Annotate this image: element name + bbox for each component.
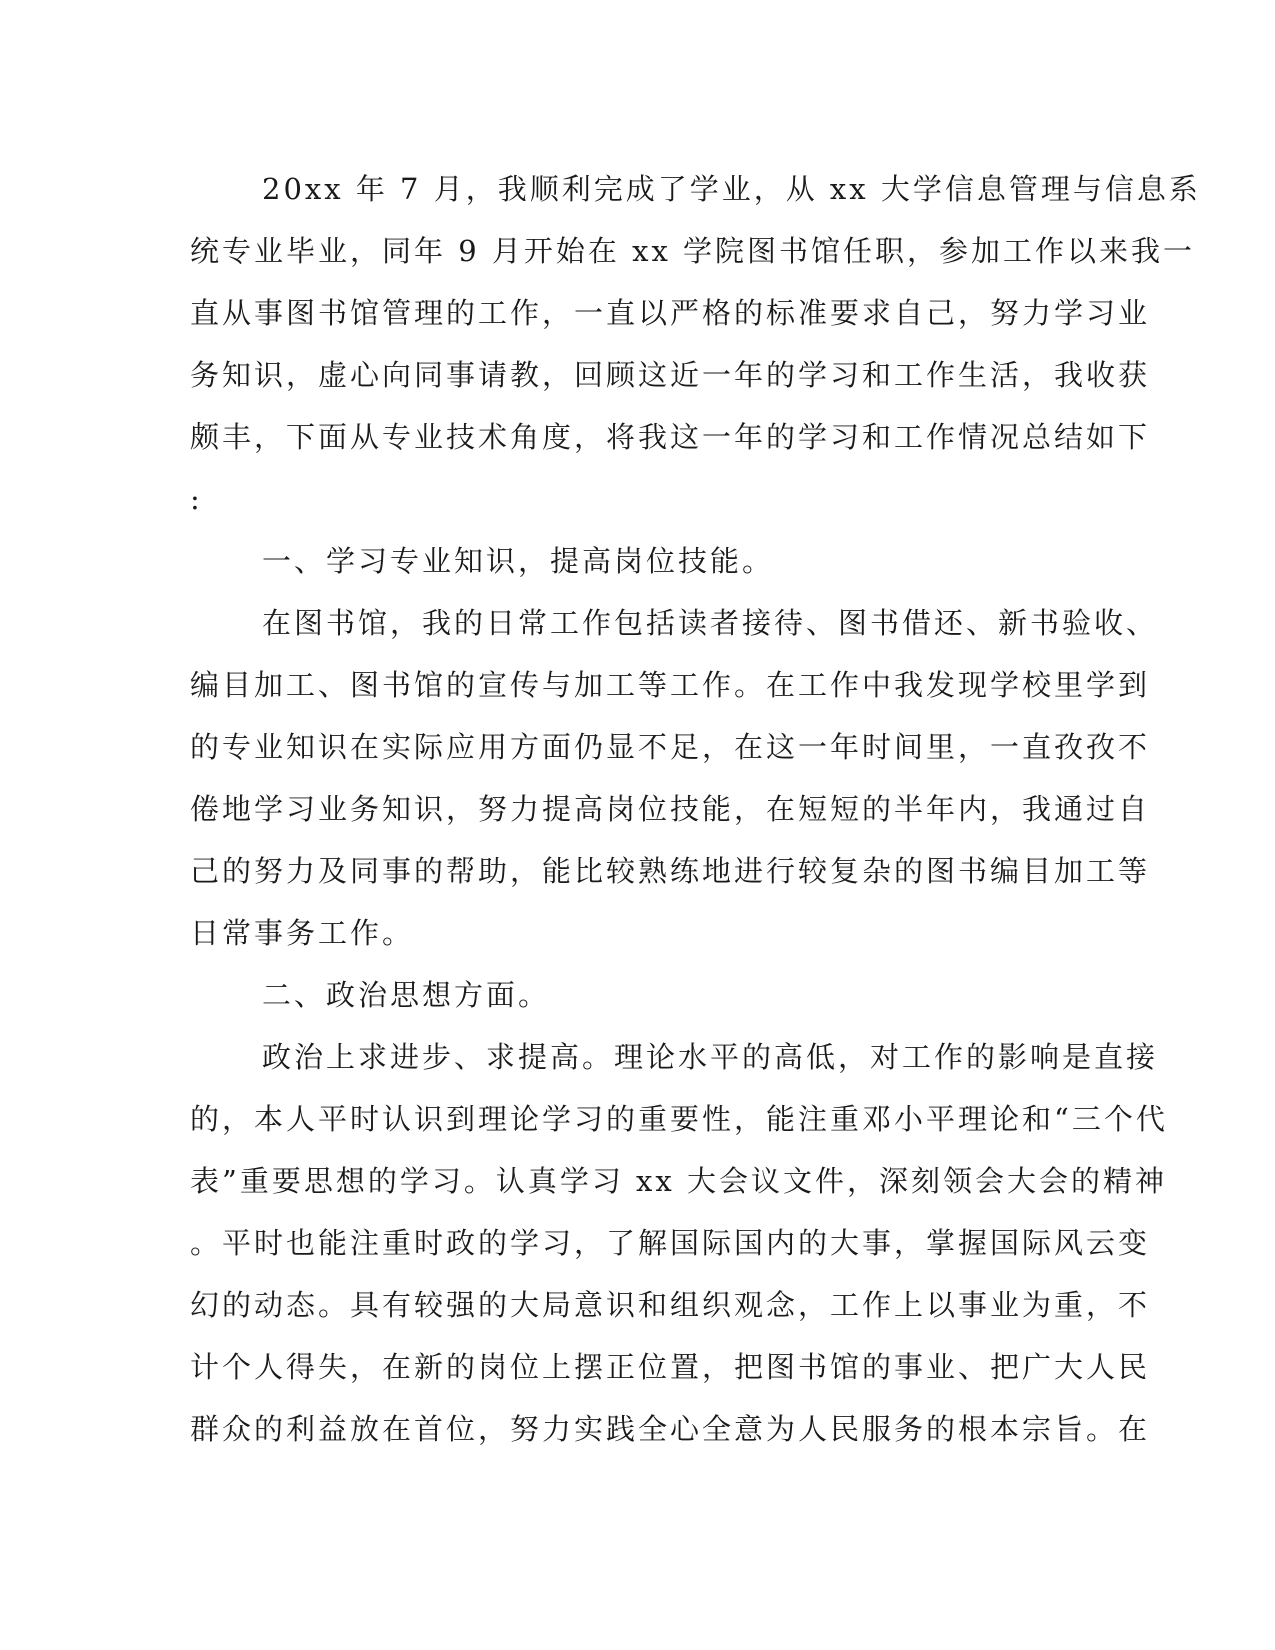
text-line: 的，本人平时认识到理论学习的重要性，能注重邓小平理论和“三个代 [190, 1102, 1168, 1136]
text-line: 表”重要思想的学习。认真学习 xx 大会议文件，深刻领会大会的精神 [190, 1164, 1167, 1198]
text-line: 直从事图书馆管理的工作，一直以严格的标准要求自己，努力学习业 [190, 296, 1151, 330]
text-line: 幻的动态。具有较强的大局意识和组织观念，工作上以事业为重，不 [190, 1288, 1151, 1322]
text-line: : [190, 482, 203, 516]
section-heading-2: 二、政治思想方面。 [262, 978, 551, 1012]
text-line: 己的努力及同事的帮助，能比较熟练地进行较复杂的图书编目加工等 [190, 854, 1151, 888]
text-line: 统专业毕业，同年 9 月开始在 xx 学院图书馆任职，参加工作以来我一 [190, 234, 1196, 268]
text-line: 20xx 年 7 月，我顺利完成了学业，从 xx 大学信息管理与信息系 [262, 172, 1201, 206]
text-line: 的专业知识在实际应用方面仍显不足，在这一年时间里，一直孜孜不 [190, 730, 1151, 764]
text-line: 编目加工、图书馆的宣传与加工等工作。在工作中我发现学校里学到 [190, 668, 1151, 702]
text-line: 务知识，虚心向同事请教，回顾这近一年的学习和工作生活，我收获 [190, 358, 1151, 392]
section-heading-1: 一、学习专业知识，提高岗位技能。 [262, 544, 775, 578]
text-line: 计个人得失，在新的岗位上摆正位置，把图书馆的事业、把广大人民 [190, 1350, 1151, 1384]
text-line: 倦地学习业务知识，努力提高岗位技能，在短短的半年内，我通过自 [190, 792, 1151, 826]
text-line: 颇丰，下面从专业技术角度，将我这一年的学习和工作情况总结如下 [190, 420, 1151, 454]
text-line: 。平时也能注重时政的学习，了解国际国内的大事，掌握国际风云变 [190, 1226, 1151, 1260]
text-line: 政治上求进步、求提高。理论水平的高低，对工作的影响是直接 [262, 1040, 1159, 1074]
text-line: 日常事务工作。 [190, 916, 415, 950]
text-line: 群众的利益放在首位，努力实践全心全意为人民服务的根本宗旨。在 [190, 1412, 1151, 1446]
text-line: 在图书馆，我的日常工作包括读者接待、图书借还、新书验收、 [262, 606, 1159, 640]
document-body [190, 158, 1201, 1460]
